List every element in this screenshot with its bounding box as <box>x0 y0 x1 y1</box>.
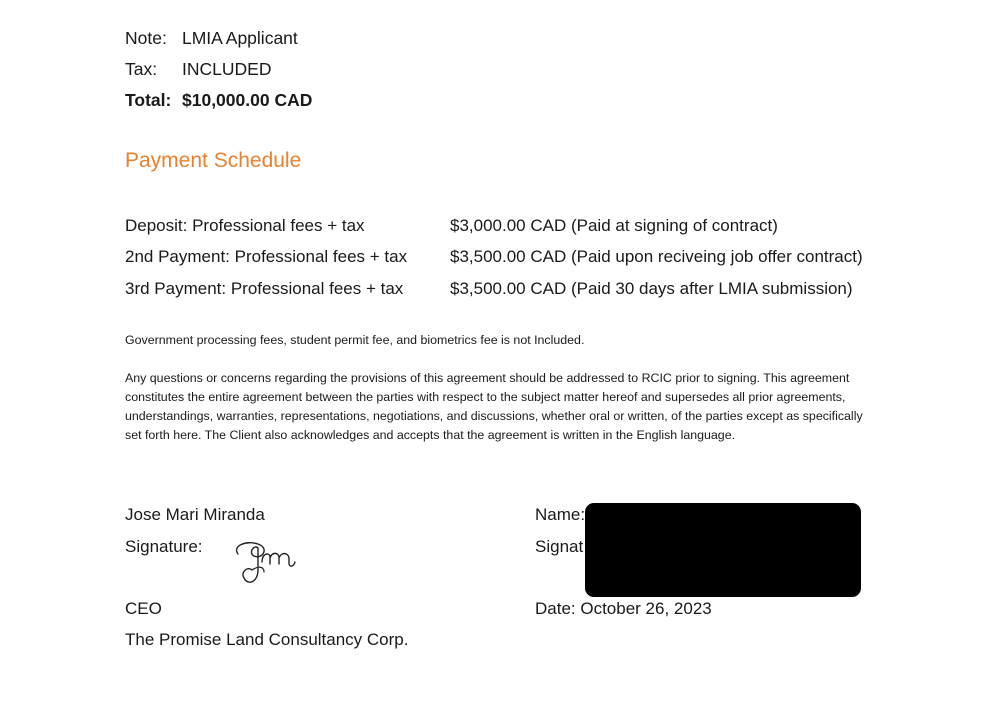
payment-description: 2nd Payment: Professional fees + tax <box>125 247 408 266</box>
payment-description: Deposit: Professional fees + tax <box>125 216 365 235</box>
payment-amount: $3,000.00 CAD (Paid at signing of contract) <box>450 216 778 235</box>
note-value: LMIA Applicant <box>182 28 298 48</box>
note-label: Note: <box>125 28 167 48</box>
signing-date: Date: October 26, 2023 <box>535 599 712 618</box>
total-value: $10,000.00 CAD <box>182 90 313 110</box>
total-label: Total: <box>125 90 172 110</box>
signature-label: Signature: <box>125 537 203 556</box>
payment-schedule-title: Payment Schedule <box>125 149 302 172</box>
handwritten-signature <box>228 526 300 590</box>
client-name-label: Name: <box>535 505 586 524</box>
agreement-paragraph: Any questions or concerns regarding the provisions of this agreement should be addressed to RCIC prior to signing. This agreement constitutes the entire agreement between the parties with respect to the subject matter hereof and supersedes all prior agreements, understandings, warranties, representations, negotiations, and discussions, whether oral or written, of the parties except as specifically set forth here. The Client also acknowledges and accepts that the agreement is written in the English language. <box>125 371 863 442</box>
tax-value: INCLUDED <box>182 59 272 79</box>
payment-amount: $3,500.00 CAD (Paid 30 days after LMIA submission) <box>450 279 853 298</box>
company-name: The Promise Land Consultancy Corp. <box>125 630 409 649</box>
payment-amount: $3,500.00 CAD (Paid upon reciveing job offer contract) <box>450 247 863 266</box>
fees-note: Government processing fees, student permit fee, and biometrics fee is not Included. <box>125 333 585 347</box>
signer-title: CEO <box>125 599 162 618</box>
redaction-box <box>585 503 861 597</box>
tax-row <box>125 58 271 80</box>
tax-label: Tax: <box>125 59 158 79</box>
total-row <box>125 89 312 111</box>
note-row <box>125 27 298 49</box>
client-signature-label: Signat <box>535 537 584 556</box>
payment-description: 3rd Payment: Professional fees + tax <box>125 279 404 298</box>
signer-name: Jose Mari Miranda <box>125 505 265 524</box>
